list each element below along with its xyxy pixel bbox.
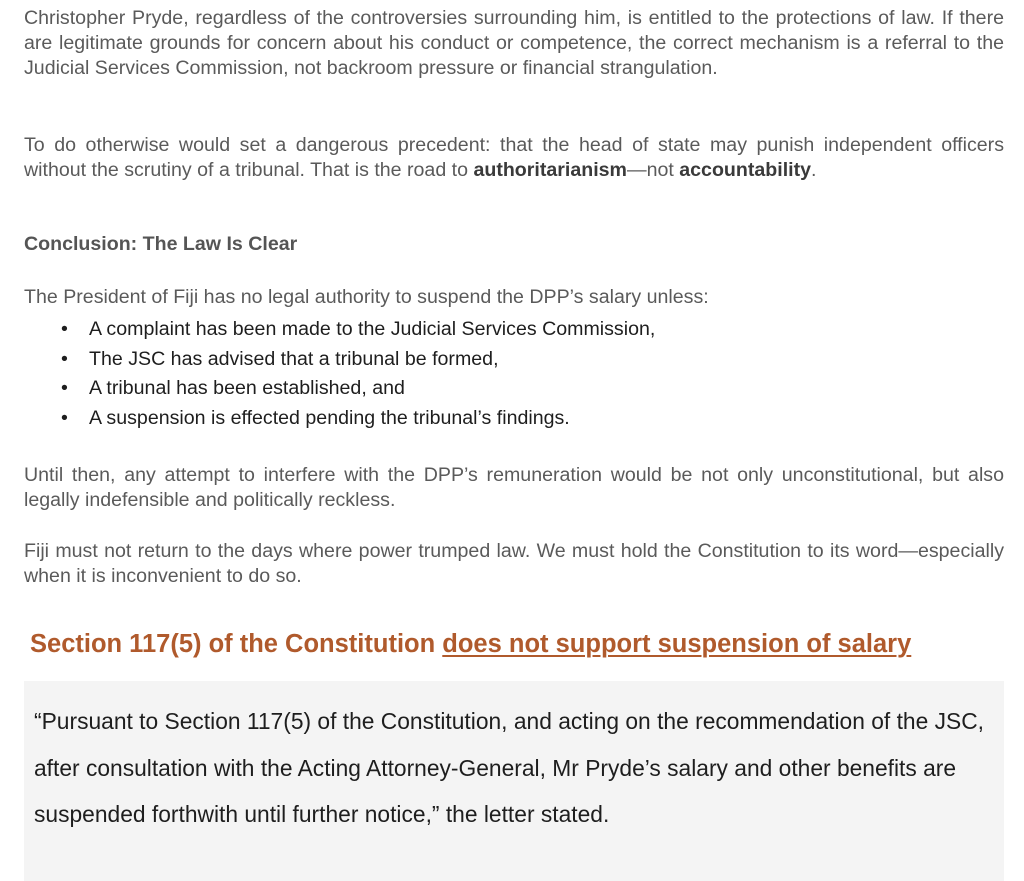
quote-block bbox=[24, 681, 1004, 881]
list-item-text: A tribunal has been established, and bbox=[89, 377, 405, 399]
paragraph-protections-of-law: Christopher Pryde, regardless of the controversies surrounding him, is entitled to the protections of law. If there are legitimate grounds for concern about his conduct or competence, the correct mechanism is a referral to the Judicial Services Commission, not backroom pressure or financial strangulation. bbox=[24, 7, 1004, 79]
emphasis-accountability: accountability bbox=[679, 159, 812, 181]
bullet-icon: • bbox=[61, 318, 68, 340]
paragraph-fiji-must-not-return: Fiji must not return to the days where power trumped law. We must hold the Constitution to its word—especially when it is inconvenient to do so. bbox=[24, 540, 1004, 587]
list-item-text: A complaint has been made to the Judicial Services Commission, bbox=[89, 318, 656, 340]
list-item-text: A suspension is effected pending the tribunal’s findings. bbox=[89, 406, 570, 429]
list-item-text: The JSC has advised that a tribunal be formed, bbox=[89, 347, 499, 370]
quote-text: “Pursuant to Section 117(5) of the Constitution, and acting on the recommendation of the JSC, after consultation with the Acting Attorney-General, Mr Pryde’s salary and other benefits are suspended forthwith until further notice,” the letter stated. bbox=[34, 708, 984, 827]
paragraph-2-lead: To do otherwise would set a dangerous precedent: that the head of state may punish independent officers without the scrutiny of a tribunal. That is the road to bbox=[24, 134, 1004, 181]
bullet-icon: • bbox=[61, 406, 68, 429]
bullet-icon: • bbox=[61, 347, 68, 370]
section-heading-underlined: does not support suspension of salary bbox=[442, 630, 912, 658]
paragraph-2-tail: . bbox=[811, 159, 817, 181]
bullet-icon: • bbox=[61, 377, 68, 399]
conclusion-heading: Conclusion: The Law Is Clear bbox=[24, 233, 298, 255]
list-item bbox=[24, 345, 655, 375]
paragraph-no-legal-authority: The President of Fiji has no legal authority to suspend the DPP’s salary unless: bbox=[24, 286, 709, 308]
list-item bbox=[24, 374, 655, 404]
section-heading bbox=[30, 630, 911, 659]
paragraph-dangerous-precedent bbox=[24, 133, 1004, 183]
section-heading-lead: Section 117(5) of the Constitution bbox=[30, 630, 443, 658]
paragraph-until-then: Until then, any attempt to interfere with the DPP’s remuneration would be not only unconstitutional, but also legally indefensible and politically reckless. bbox=[24, 464, 1004, 511]
emphasis-authoritarianism: authoritarianism bbox=[473, 159, 627, 181]
conditions-list bbox=[24, 315, 655, 433]
list-item bbox=[24, 404, 655, 434]
paragraph-2-middle: —not bbox=[626, 159, 680, 181]
list-item bbox=[24, 315, 655, 345]
